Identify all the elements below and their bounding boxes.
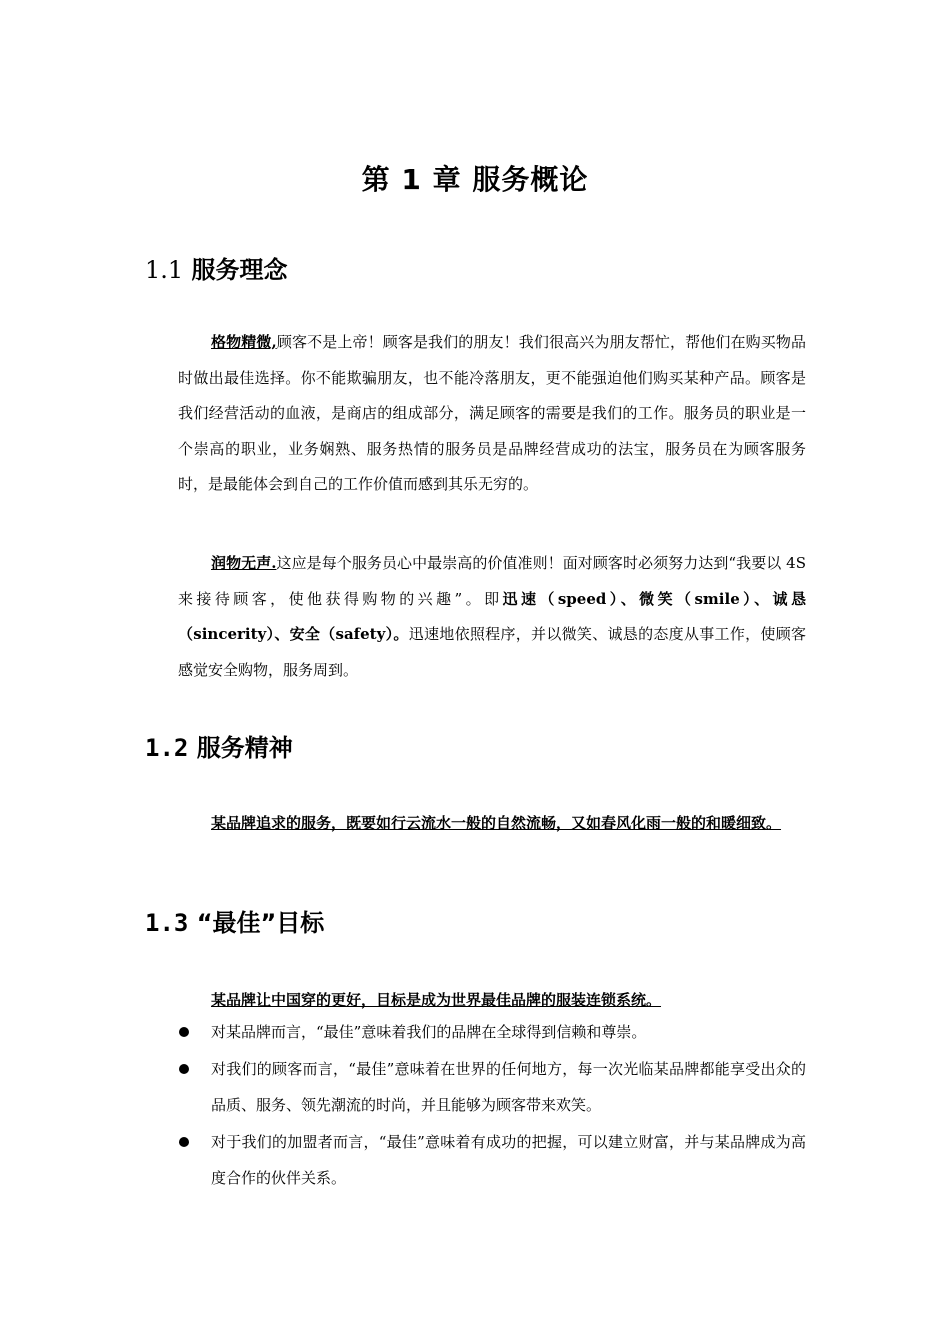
callout-service-spirit: 某品牌追求的服务，既要如行云流水一般的自然流畅，又如春风化雨一般的和暖细致。: [211, 814, 782, 832]
list-item: [178, 1051, 806, 1124]
list-item-text: 对我们的顾客而言，“最佳”意味着在世界的任何地方，每一次光临某品牌都能享受出众的品质、服务、领先潮流的时尚，并且能够为顾客带来欢笑。: [211, 1059, 806, 1114]
callout-best-goal: 某品牌让中国穿的更好，目标是成为世界最佳品牌的服装连锁系统。: [211, 991, 662, 1009]
section-number: 1.1: [145, 256, 184, 284]
paragraph-lead: 格物精微,: [211, 333, 277, 351]
bullet-icon: [179, 1064, 189, 1074]
list-item-text: 对于我们的加盟者而言，“最佳”意味着有成功的把握，可以建立财富，并与某品牌成为高度合作的伙伴关系。: [211, 1132, 806, 1187]
paragraph-4s-terms: 迅速（speed）、微笑（smile）、诚恳（sincerity）、安全（safety）。: [178, 589, 806, 643]
list-item: [178, 1124, 806, 1197]
paragraph-service-philosophy: [178, 325, 806, 503]
paragraph-lead: 润物无声.: [211, 554, 277, 572]
paragraph-text: 顾客不是上帝！顾客是我们的朋友！我们很高兴为朋友帮忙，帮他们在购买物品时做出最佳选择。你不能欺骗朋友，也不能冷落朋友，更不能强迫他们购买某种产品。顾客是我们经营活动的血液，是商店的组成部分，满足顾客的需要是我们的工作。服务员的职业是一个崇高的职业，业务娴熟、服务热情的服务员是品牌经营成功的法宝，服务员在为顾客服务时，是最能体会到自己的工作价值而感到其乐无穷的。: [178, 333, 806, 493]
best-goal-list: [178, 1014, 806, 1197]
bullet-icon: [179, 1137, 189, 1147]
list-item-text: 对某品牌而言，“最佳”意味着我们的品牌在全球得到信赖和尊崇。: [211, 1023, 647, 1041]
paragraph-text: 这应是每个服务员心中最崇高的价值准则！面对顾客时必须努力达到“我要以 4S 来接待顾客，使他获得购物的兴趣”。即: [178, 554, 806, 608]
list-item: [178, 1014, 806, 1051]
paragraph-4s-principle: [178, 546, 806, 688]
section-title: 服务精神: [196, 734, 293, 762]
section-title: 服务理念: [191, 256, 288, 284]
section-number: 1.2: [145, 734, 189, 762]
section-title: “最佳”目标: [196, 909, 325, 937]
paragraph-text: 迅速地依照程序，并以微笑、诚恳的态度从事工作，使顾客感觉安全购物，服务周到。: [178, 625, 806, 679]
section-heading-1-2: [145, 728, 293, 763]
section-heading-1-1: [145, 250, 288, 285]
bullet-icon: [179, 1027, 189, 1037]
chapter-title: 第 1 章 服务概论: [361, 163, 589, 196]
section-number: 1.3: [145, 909, 189, 937]
section-heading-1-3: [145, 903, 324, 938]
